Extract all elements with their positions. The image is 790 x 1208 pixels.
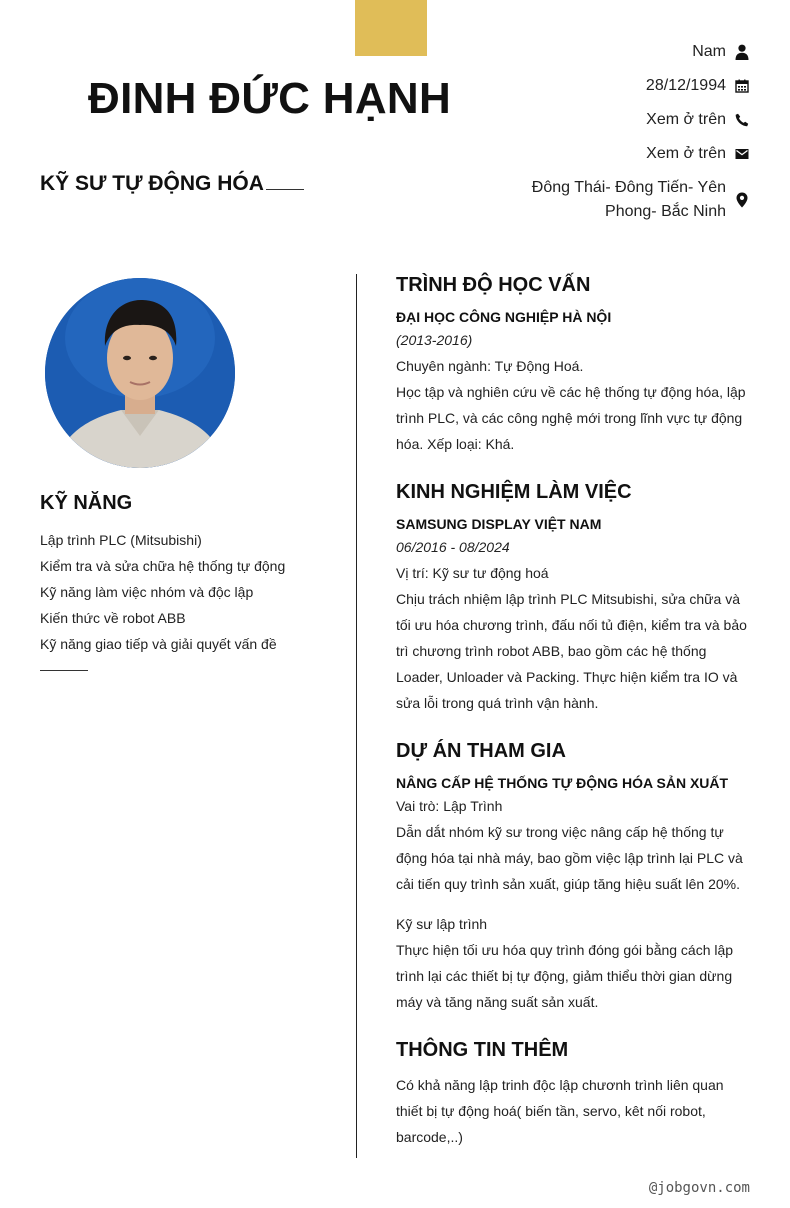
phone-icon xyxy=(734,112,750,128)
education-school: ĐẠI HỌC CÔNG NGHIỆP HÀ NỘI xyxy=(396,309,612,325)
experience-description: Chịu trách nhiệm lập trình PLC Mitsubishi, sửa chữa và tối ưu hóa chương trình, đấu nối tủ điện, kiểm tra và bảo trì chương trình robot ABB, bao gồm các hệ thống Loader, Unloader và Packing. Thực hiện kiểm tra IO và sửa lỗi trong quá trình vận hành. xyxy=(396,591,747,711)
projects-section xyxy=(396,738,750,1015)
gender-text: Nam xyxy=(692,43,726,60)
accent-block xyxy=(355,0,427,56)
project-name: NÂNG CẤP HỆ THỐNG TỰ ĐỘNG HÓA SẢN XUẤT xyxy=(396,775,729,791)
skill-item: Lập trình PLC (Mitsubishi) xyxy=(40,532,202,548)
skill-item: Kỹ năng làm việc nhóm và độc lập xyxy=(40,584,254,600)
birthday-text: 28/12/1994 xyxy=(645,77,726,94)
job-title xyxy=(40,172,304,196)
skills-section xyxy=(40,492,330,671)
education-major: Chuyên ngành: Tự Động Hoá. xyxy=(396,358,584,374)
project-description-2: Thực hiện tối ưu hóa quy trình đóng gói bằng cách lập trình lại các thiết bị tự động, giảm thiểu thời gian dừng máy và tăng năng suất sản xuất. xyxy=(396,942,734,1010)
title-underline xyxy=(266,188,304,190)
main-column xyxy=(396,272,750,1172)
extra-section xyxy=(396,1037,750,1150)
skills-underline xyxy=(40,670,88,671)
user-icon xyxy=(734,44,750,60)
contact-gender xyxy=(420,40,750,64)
project-role-2: Kỹ sư lập trình xyxy=(396,916,488,932)
experience-section xyxy=(396,479,750,716)
project-description: Dẫn dắt nhóm kỹ sư trong việc nâng cấp hệ thống tự động hóa tại nhà máy, bao gồm việc lập trình lại PLC và cải tiến quy trình sản xuất, giúp tăng hiệu suất lên 20%. xyxy=(396,824,743,892)
project-role: Vai trò: Lập Trình xyxy=(396,798,503,814)
email-text: Xem ở trên xyxy=(646,145,726,162)
contact-address xyxy=(420,176,750,224)
education-title: TRÌNH ĐỘ HỌC VẤN xyxy=(396,274,591,296)
experience-company: SAMSUNG DISPLAY VIỆT NAM xyxy=(396,516,602,532)
skill-item: Kiểm tra và sửa chữa hệ thống tự động xyxy=(40,558,286,574)
column-divider xyxy=(356,274,357,1158)
address-text: Đông Thái- Đông Tiến- Yên Phong- Bắc Ninh xyxy=(531,179,726,220)
watermark: @jobgovn.com xyxy=(648,1180,750,1196)
extra-title: THÔNG TIN THÊM xyxy=(396,1039,569,1061)
profile-photo xyxy=(45,278,235,468)
education-description: Học tập và nghiên cứu về các hệ thống tự động hóa, lập trình PLC, và các công nghệ mới trong lĩnh vực tự động hóa. Xếp loại: Khá. xyxy=(396,384,746,452)
extra-description: Có khả năng lập trinh độc lập chươnh trình liên quan thiết bị tự động hoá( biến tần, servo, kêt nối robot, barcode,..) xyxy=(396,1077,724,1145)
projects-title: DỰ ÁN THAM GIA xyxy=(396,740,566,762)
education-section xyxy=(396,272,750,457)
phone-text: Xem ở trên xyxy=(646,111,726,128)
skill-item: Kiến thức về robot ABB xyxy=(40,610,186,626)
spacer xyxy=(396,897,750,911)
experience-title: KINH NGHIỆM LÀM VIỆC xyxy=(396,481,632,503)
contact-email xyxy=(420,142,750,166)
experience-position: Vị trí: Kỹ sư tư động hoá xyxy=(396,565,549,581)
calendar-icon xyxy=(734,78,750,94)
contact-phone xyxy=(420,108,750,132)
candidate-name: ĐINH ĐỨC HẠNH xyxy=(88,74,452,123)
job-title-text: KỸ SƯ TỰ ĐỘNG HÓA xyxy=(40,172,264,195)
skill-item: Kỹ năng giao tiếp và giải quyết vấn đề xyxy=(40,636,277,652)
education-period: (2013-2016) xyxy=(396,332,473,348)
contact-birthday xyxy=(420,74,750,98)
mail-icon xyxy=(734,146,750,162)
skills-title: KỸ NĂNG xyxy=(40,492,133,514)
experience-period: 06/2016 - 08/2024 xyxy=(396,539,510,555)
map-pin-icon xyxy=(734,192,750,208)
contact-info xyxy=(420,40,750,234)
